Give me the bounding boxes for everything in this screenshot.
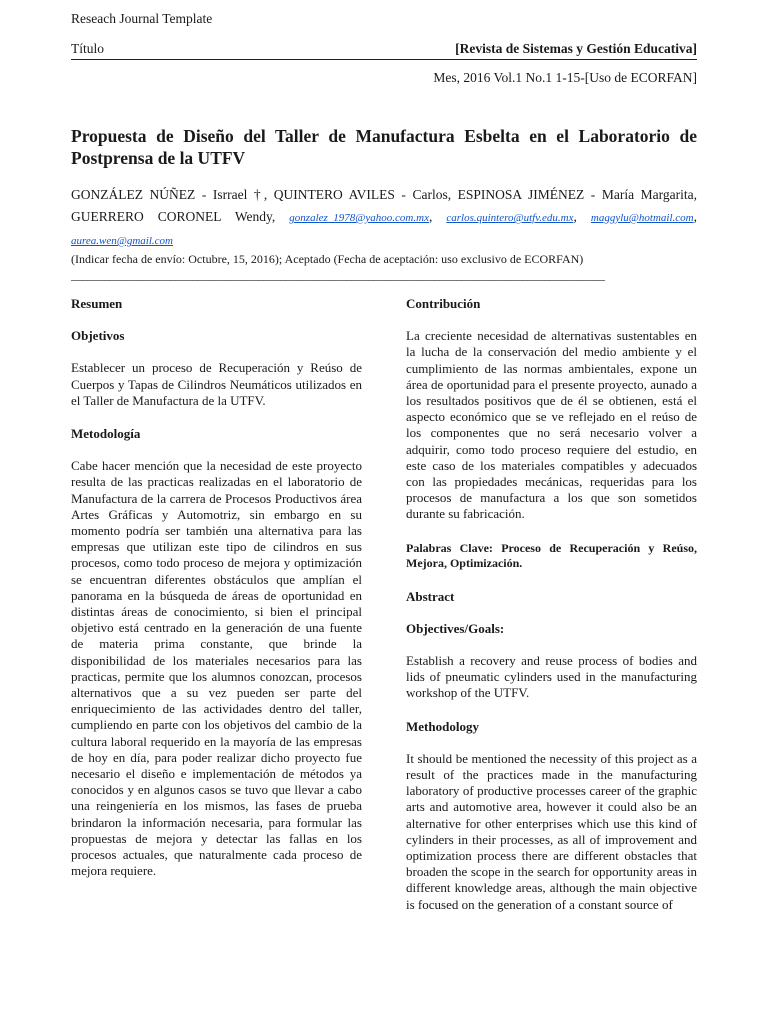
- abstract-heading: Abstract: [406, 588, 455, 604]
- left-column: [71, 296, 362, 880]
- separator-line: _________________________________________________________________________________________________: [71, 268, 605, 282]
- journal-name: [Revista de Sistemas y Gestión Educativa]: [455, 41, 697, 56]
- contribucion-heading: Contribución: [406, 296, 481, 311]
- email-link[interactable]: gonzalez_1978@yahoo.com.mx: [289, 212, 429, 224]
- methodology-heading: Methodology: [406, 718, 479, 734]
- email-link[interactable]: carlos.quintero@utfv.edu.mx: [446, 212, 574, 224]
- metodologia-text: Cabe hacer mención que la necesidad de este proyecto resulta de las practicas realizadas en el laboratorio de Manufactura de la carrera de Procesos Productivos área Artes Gráficas y Automotriz, sin embargo en su momento podría ser también una alternativa para las empresas que utilizan este tipo de cilindros en sus procesos, como todo proceso de mejora y optimización se encuentran diferentes obstáculos que amplían el panorama en la búsqueda de áreas de oportunidad en distintas áreas de conocimiento, si bien el principal objetivo está centrado en la generación de una fuente de materia prima constante, que brinde la disponibilidad de los materiales necesarios para las practicas, permite que los alumnos conozcan, procesos alternativos que a su vez pueden ser parte del enriquecimiento de las actividades dentro del taller, cumpliendo en parte con los objetivos del cambio de la cultura laboral requerido en la mayoría de las empresas de hoy en día, para poder realizar dicho proyecto fue necesario el diseño e implementación de métodos ya conocidos y en algunos casos se tuvo que llevar a cabo una reingeniería en los mismos, las fases de prueba brindaron la información necesaria, para formular las propuestas de mejora y detectar las fallas en los procesos actuales, que naturalmente cada proceso de mejora requiere.: [71, 458, 362, 879]
- header-titulo: Título: [71, 41, 104, 56]
- template-label: Reseach Journal Template: [71, 11, 213, 26]
- email-link[interactable]: maggylu@hotmail.com: [590, 212, 694, 224]
- objectives-heading: Objectives/Goals:: [406, 620, 505, 636]
- author-names: GONZÁLEZ NÚÑEZ - Isrrael †, QUINTERO AVILES - Carlos, ESPINOSA JIMÉNEZ - María Margarita, GUERRERO CORONEL Wendy,: [71, 187, 697, 224]
- keywords: Palabras Clave: Proceso de Recuperación y Reúso, Mejora, Optimización.: [406, 540, 697, 570]
- objetivos-text: Establecer un proceso de Recuperación y Reúso de Cuerpos y Tapas de Cilindros Neumáticos utilizados en el Taller de Manufactura de la UTFV.: [71, 360, 362, 408]
- objetivos-heading: Objetivos: [71, 328, 125, 344]
- email-link[interactable]: aurea.wen@gmail.com: [71, 235, 173, 247]
- objectives-text: Establish a recovery and reuse process of bodies and lids of pneumatic cylinders used in the manufacturing workshop of the UTFV.: [406, 653, 697, 701]
- resumen-heading: Resumen: [71, 296, 123, 311]
- metodologia-heading: Metodología: [71, 426, 141, 442]
- authors-block: GONZÁLEZ NÚÑEZ - Isrrael †, QUINTERO AVILES - Carlos, ESPINOSA JIMÉNEZ - María Margarita, GUERRERO CORONEL Wendy, gonzalez_1978@yahoo.com.mx, carlos.quintero@utfv.edu.mx, maggylu@hotmail.com, aurea.wen@gmail.com: [71, 187, 697, 247]
- submission-dates: (Indicar fecha de envío: Octubre, 15, 2016); Aceptado (Fecha de aceptación: uso exclusivo de ECORFAN): [71, 252, 584, 266]
- issue-info: Mes, 2016 Vol.1 No.1 1-15-[Uso de ECORFAN]: [433, 70, 697, 85]
- right-column: [406, 296, 697, 913]
- header-rule: [71, 59, 697, 60]
- contribucion-text: La creciente necesidad de alternativas sustentables en la lucha de la conservación del medio ambiente y el cumplimiento de las normas ambientales, expone un área de oportunidad para el presente proyecto, aunado a los resultados positivos que de él se obtienen, está el aspecto económico que se ve reflejado en el reúso de los componentes que no será necesario volver a adquirir, como todo proceso requiere del estudio, en este caso de los materiales compatibles y adecuados con las propiedades mecánicas, requeridas para los procesos de manufactura a los que son sometidos durante su fabricación.: [406, 328, 697, 522]
- methodology-text: It should be mentioned the necessity of this project as a result of the practices made in the manufacturing laboratory of productive processes career of the graphic arts and automotive area, however it could also be an alternative for other enterprises which use this kind of cylinders in their processes, as all of improvement and optimization process there are different obstacles that broaden the scope in the search for opportunity areas in different knowledge areas, although the main objective is focused on the generation of a constant source of: [406, 750, 697, 912]
- paper-title: Propuesta de Diseño del Taller de Manufactura Esbelta en el Laboratorio de Postprensa de la UTFV: [71, 126, 697, 168]
